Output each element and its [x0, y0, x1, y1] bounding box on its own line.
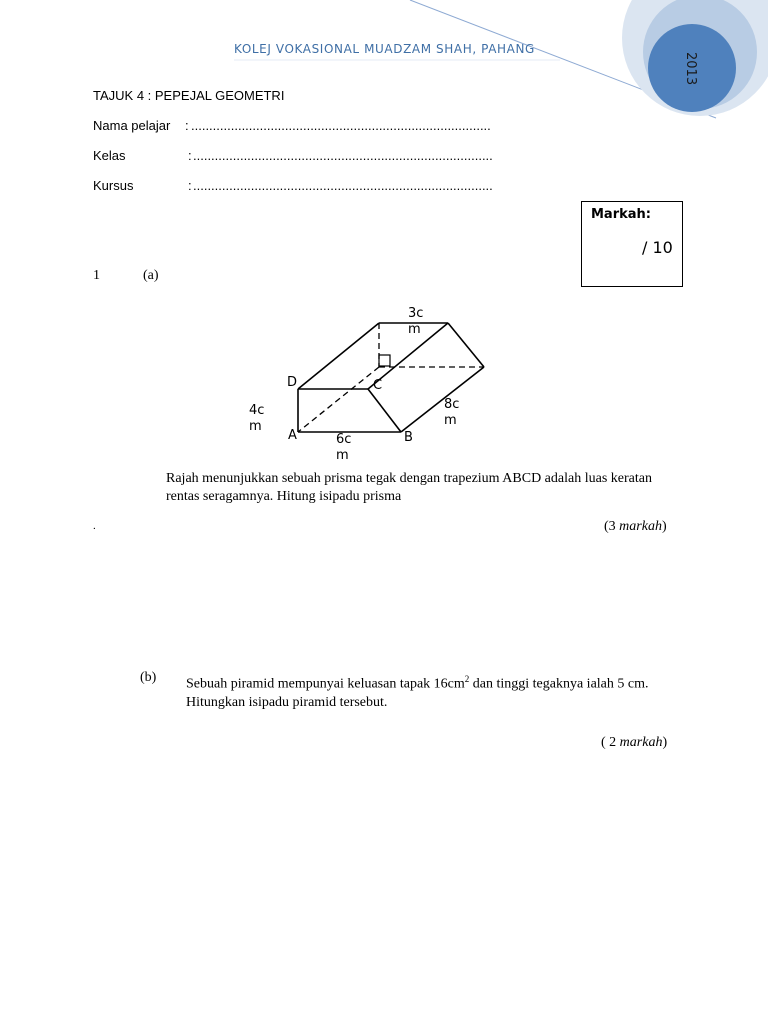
marks-label: Markah: [591, 207, 651, 222]
part-b-marks-close: ) [662, 735, 668, 750]
year-label: 2013 [683, 52, 698, 86]
field-sep-course: : [188, 178, 192, 193]
part-a-marks [604, 519, 667, 535]
college-name: KOLEJ VOKASIONAL MUADZAM SHAH, PAHANG [234, 42, 535, 56]
prism-figure [240, 300, 500, 460]
edge-right-long [401, 367, 484, 432]
label-c: C [373, 378, 383, 393]
field-label-class: Kelas [93, 148, 126, 163]
part-a-marks-word: markah [619, 519, 662, 534]
label-right-length: 8c m [444, 397, 460, 428]
part-a-label: (a) [143, 268, 159, 283]
field-label-course: Kursus [93, 178, 134, 193]
label-a: A [288, 428, 297, 443]
label-b: B [404, 430, 413, 445]
field-label-name: Nama pelajar [93, 118, 171, 133]
marks-box [581, 201, 683, 287]
part-b-text-pre: Sebuah piramid mempunyai keluasan tapak 16cm [186, 676, 465, 692]
label-top-length: 3c m [408, 306, 424, 337]
edge-top-right-slant [448, 323, 484, 367]
part-b-superscript: 2 [464, 674, 470, 684]
part-b-marks [601, 735, 667, 751]
hidden-base-left [298, 367, 379, 432]
part-a-marks-num: (3 [604, 519, 616, 534]
field-sep-class: : [188, 148, 192, 163]
field-sep-name: : [185, 118, 189, 133]
label-left-length: 4c m [249, 403, 265, 434]
label-d: D [287, 375, 298, 390]
right-angle-marker [379, 355, 390, 366]
part-b-marks-num: ( 2 [601, 735, 617, 750]
header-decoration [0, 0, 768, 130]
part-b-text [186, 670, 676, 712]
part-a-marks-close: ) [661, 519, 667, 534]
part-b-marks-word: markah [619, 735, 663, 750]
stray-dot: . [93, 520, 96, 532]
part-b-label: (b) [140, 670, 157, 685]
edge-cb [368, 389, 401, 432]
label-bottom-length: 6c m [336, 432, 352, 463]
field-dots-course[interactable]: ................................................................................... [193, 178, 493, 193]
topic-title: TAJUK 4 : PEPEJAL GEOMETRI [93, 88, 285, 103]
field-dots-name[interactable]: ................................................................................... [191, 118, 491, 133]
part-a-text: Rajah menunjukkan sebuah prisma tegak dengan trapezium ABCD adalah luas keratan rentas seragamnya. Hitung isipadu prisma [166, 471, 652, 504]
field-dots-class[interactable]: ................................................................................... [193, 148, 493, 163]
question-number: 1 [93, 268, 100, 283]
edge-top-left [298, 323, 379, 389]
marks-total: / 10 [642, 238, 673, 257]
part-b-text-post: dan tinggi tegaknya ialah 5 cm. Hitungkan isipadu piramid tersebut. [186, 676, 649, 710]
